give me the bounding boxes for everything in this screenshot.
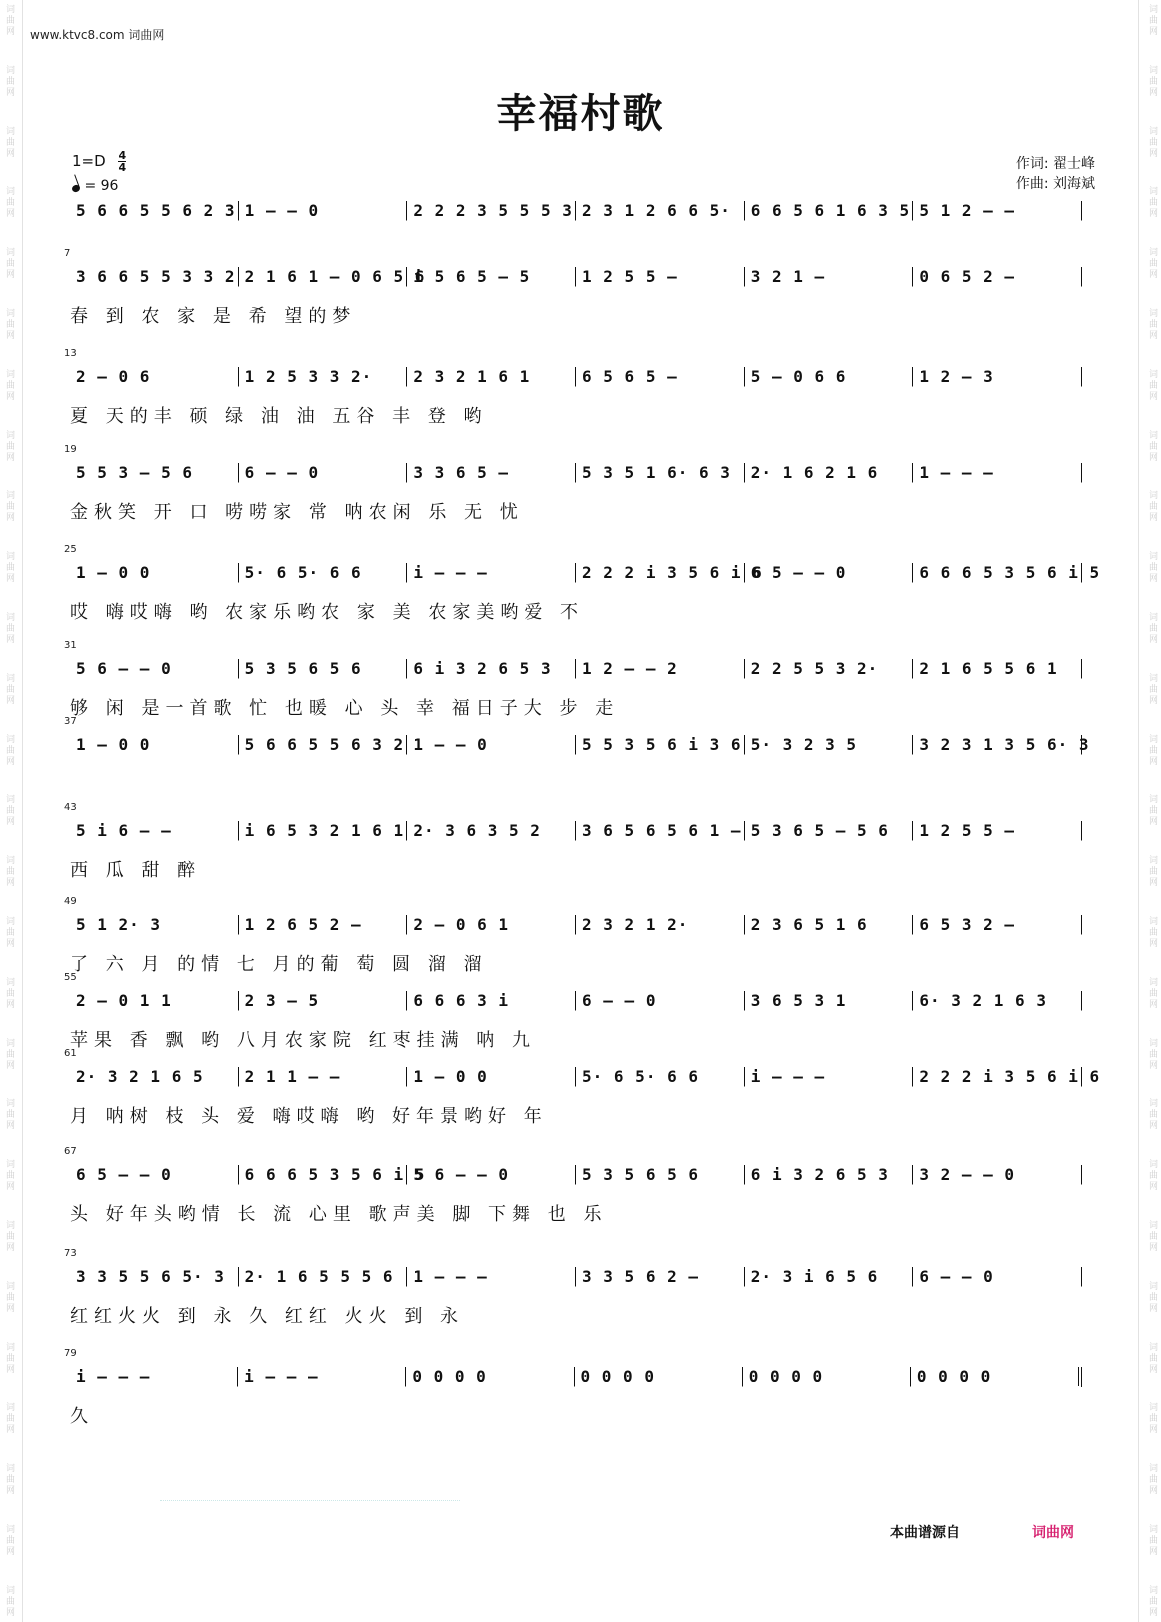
watermark-text: 词曲网 <box>4 1219 14 1253</box>
watermark-text: 词曲网 <box>1147 64 1157 98</box>
credits <box>1016 154 1095 194</box>
measure: i – – – <box>407 563 576 583</box>
measure: 3 3 6 5 – <box>407 463 576 483</box>
lyric-line: 够 闲 是一首歌 忙 也暖 心 头 幸 福日子大 步 走 <box>70 698 620 719</box>
notation-staff <box>70 1160 1082 1190</box>
measure: 5 1 2 – – <box>913 201 1082 221</box>
measure: 6 – – 0 <box>239 463 408 483</box>
watermark-text: 词曲网 <box>1147 247 1157 281</box>
measure: i – – – <box>70 1367 238 1387</box>
notation-staff <box>70 196 1082 226</box>
measure: 6 i 3 2 6 5 3 <box>745 1165 914 1185</box>
measure-number: 67 <box>64 1146 77 1157</box>
watermark-text: 词曲网 <box>1147 794 1157 828</box>
score-row <box>64 1048 1101 1154</box>
watermark-text: 词曲网 <box>1147 915 1157 949</box>
notation-staff <box>70 458 1082 488</box>
measure-number: 55 <box>64 972 77 983</box>
measure: 2· 1 6 2 1 6 <box>745 463 914 483</box>
lyricist: 作词: 翟士峰 <box>1015 156 1095 172</box>
measure: 2 3 2 1 6 1 <box>407 367 576 387</box>
watermark-text: 词曲网 <box>1147 976 1157 1010</box>
measure: 1 2 – 3 <box>913 367 1082 387</box>
measure: 2 1 6 5 5 6 1 <box>913 659 1082 679</box>
measure: 1 – 0 0 <box>70 735 239 755</box>
watermark-text: 词曲网 <box>1147 1341 1157 1375</box>
measure: 1 – – – <box>913 463 1082 483</box>
lyric-line: 金秋笑 开 口 唠唠家 常 呐农闲 乐 无 忧 <box>70 502 524 523</box>
watermark-text: 词曲网 <box>1147 672 1157 706</box>
watermark-text: 词曲网 <box>1147 4 1157 37</box>
measure: 2 – 0 1 1 <box>70 991 239 1011</box>
watermark-text: 词曲网 <box>1147 1463 1157 1497</box>
measure: 5 1 2· 3 <box>70 915 239 935</box>
measure: 1 2 5 3 3 2· <box>239 367 408 387</box>
watermark-text: 词曲网 <box>1147 307 1157 341</box>
score-row <box>64 716 1090 822</box>
measure: 5 5 3 5 6 i 3 6 <box>576 735 745 755</box>
watermark-text: 词曲网 <box>4 915 14 949</box>
measure: 3 2 1 – <box>745 267 914 287</box>
watermark-text: 词曲网 <box>1147 1280 1157 1314</box>
measure-number: 19 <box>64 444 77 455</box>
score-row <box>64 544 1101 650</box>
lyric-line: 月 呐树 枝 头 爱 嗨哎嗨 哟 好年景哟好 年 <box>70 1106 548 1127</box>
measure: 0 0 0 0 <box>575 1367 743 1387</box>
watermark-text: 词曲网 <box>4 1159 14 1193</box>
lyric-line: 久 <box>70 1406 94 1427</box>
measure: i 5 6 5 – 5 <box>407 267 576 287</box>
watermark-text: 词曲网 <box>4 1098 14 1132</box>
measure-number: 79 <box>64 1348 77 1359</box>
score-row <box>64 1248 1082 1354</box>
watermark-text: 词曲网 <box>4 64 14 98</box>
watermark-text: 词曲网 <box>4 551 14 585</box>
measure: 0 0 0 0 <box>911 1367 1082 1387</box>
notation-staff <box>70 262 1082 292</box>
measure: 3 6 5 3 1 <box>745 991 914 1011</box>
watermark-text: 词曲网 <box>4 1523 14 1557</box>
watermark-column-right <box>1145 0 1159 1622</box>
measure: 5· 6 5· 6 6 <box>239 563 408 583</box>
score-row <box>64 1146 1082 1252</box>
watermark-text: 词曲网 <box>1147 1523 1157 1557</box>
notation-staff <box>70 654 1082 684</box>
measure: 2 2 2 3 5 5 5 3 <box>407 201 576 221</box>
watermark-text: 词曲网 <box>4 125 14 159</box>
watermark-text: 词曲网 <box>1147 551 1157 585</box>
watermark-text: 词曲网 <box>4 247 14 281</box>
measure: 2· 3 2 1 6 5 <box>70 1067 239 1087</box>
measure: 0 6 5 2 – <box>913 267 1082 287</box>
measure: i – – – <box>238 1367 406 1387</box>
watermark-text: 词曲网 <box>4 4 14 37</box>
quarter-note-icon <box>71 184 81 193</box>
measure: 2 1 1 – – <box>239 1067 408 1087</box>
lyric-line: 红红火火 到 永 久 红红 火火 到 永 <box>70 1306 465 1327</box>
watermark-text: 词曲网 <box>4 429 14 463</box>
measure: 2· 3 6 3 5 2 <box>407 821 576 841</box>
notation-staff <box>70 558 1101 588</box>
notation-staff <box>70 1262 1082 1292</box>
measure: 5 6 6 5 5 6 3 2 <box>239 735 408 755</box>
measure: 5 3 5 1 6· 6 3 <box>576 463 745 483</box>
measure: 2 3 2 1 2· <box>576 915 745 935</box>
measure: 0 0 0 0 <box>406 1367 574 1387</box>
measure: 1 – – 0 <box>407 735 576 755</box>
lyric-line: 春 到 农 家 是 希 望的梦 <box>70 306 357 327</box>
score-row <box>64 248 1082 354</box>
measure-number: 49 <box>64 896 77 907</box>
watermark-text: 词曲网 <box>4 1584 14 1618</box>
lyric-line: 苹果 香 飘 哟 八月农家院 红枣挂满 呐 九 <box>70 1030 537 1051</box>
measure: 3 2 – – 0 <box>913 1165 1082 1185</box>
measure: i 6 5 3 2 1 6 1 <box>239 821 408 841</box>
measure: 5 3 5 6 5 6 <box>576 1165 745 1185</box>
lyric-line: 头 好年头哟情 长 流 心里 歌声美 脚 下舞 也 乐 <box>70 1204 608 1225</box>
faint-divider <box>160 1500 460 1505</box>
measure: 2 2 5 5 3 2· <box>745 659 914 679</box>
score-row <box>64 444 1082 550</box>
watermark-text: 词曲网 <box>1147 490 1157 524</box>
measure: 2 – 0 6 <box>70 367 239 387</box>
watermark-text: 词曲网 <box>4 1463 14 1497</box>
watermark-column-left <box>2 0 16 1622</box>
time-top: 4 <box>118 149 127 162</box>
tempo-marking <box>72 178 118 194</box>
watermark-text: 词曲网 <box>4 611 14 645</box>
measure: 5· 6 5· 6 6 <box>576 1067 745 1087</box>
lyric-line: 了 六 月 的情 七 月的葡 萄 圆 溜 溜 <box>70 954 488 975</box>
watermark-text: 词曲网 <box>4 976 14 1010</box>
watermark-text: 词曲网 <box>4 307 14 341</box>
notation-staff <box>70 362 1082 392</box>
measure: 6 – – 0 <box>913 1267 1082 1287</box>
measure: 6 5 6 5 – <box>576 367 745 387</box>
measure: 1 2 5 5 – <box>576 267 745 287</box>
notation-staff <box>70 1062 1101 1092</box>
measure: 0 0 0 0 <box>743 1367 911 1387</box>
measure: 6· 3 2 1 6 3 <box>913 991 1082 1011</box>
watermark-text: 词曲网 <box>1147 733 1157 767</box>
measure: 3 6 5 6 5 6 1 – <box>576 821 745 841</box>
measure: 6 6 6 5 3 5 6 i 5 <box>239 1165 408 1185</box>
measure-number: 13 <box>64 348 77 359</box>
watermark-text: 词曲网 <box>4 186 14 220</box>
watermark-text: 词曲网 <box>4 855 14 889</box>
notation-staff <box>70 986 1082 1016</box>
measure: 6 i 3 2 6 5 3 <box>407 659 576 679</box>
measure: 5 3 5 6 5 6 <box>239 659 408 679</box>
measure: 2 2 2 i 3 5 6 i 6 <box>913 1067 1082 1087</box>
watermark-text: 词曲网 <box>1147 368 1157 402</box>
tempo-text: = 96 <box>84 178 119 194</box>
measure: i – – – <box>745 1067 914 1087</box>
measure: 2 1 6 1 – 0 6 5 6 <box>239 267 408 287</box>
footer-source: 本曲谱源自 <box>890 1525 960 1541</box>
notation-staff <box>70 1362 1082 1392</box>
score-row <box>64 1348 1082 1454</box>
watermark-text: 词曲网 <box>4 1402 14 1436</box>
measure-number: 61 <box>64 1048 77 1059</box>
measure: 2 – 0 6 1 <box>407 915 576 935</box>
measure: 1 2 6 5 2 – <box>239 915 408 935</box>
measure: 1 2 – – 2 <box>576 659 745 679</box>
measure: 3 3 5 5 6 5· 3 <box>70 1267 239 1287</box>
watermark-text: 词曲网 <box>1147 1584 1157 1618</box>
measure: 6 6 6 5 3 5 6 i 5 <box>913 563 1082 583</box>
watermark-text: 词曲网 <box>1147 611 1157 645</box>
measure: 2· 3 i 6 5 6 <box>745 1267 914 1287</box>
lyric-line: 夏 天的丰 硕 绿 油 油 五谷 丰 登 哟 <box>70 406 488 427</box>
score-row <box>64 802 1082 908</box>
notation-staff <box>70 816 1082 846</box>
watermark-text: 词曲网 <box>1147 429 1157 463</box>
measure: 5 6 – – 0 <box>70 659 239 679</box>
watermark-text: 词曲网 <box>4 368 14 402</box>
measure-number: 37 <box>64 716 77 727</box>
measure: 2· 1 6 5 5 5 6 <box>239 1267 408 1287</box>
watermark-text: 词曲网 <box>4 1280 14 1314</box>
watermark-text: 词曲网 <box>4 1341 14 1375</box>
watermark-text: 词曲网 <box>1147 1037 1157 1071</box>
watermark-text: 词曲网 <box>1147 1098 1157 1132</box>
watermark-text: 词曲网 <box>4 490 14 524</box>
measure: 5 3 6 5 – 5 6 <box>745 821 914 841</box>
watermark-text: 词曲网 <box>1147 1159 1157 1193</box>
time-bottom: 4 <box>118 161 127 174</box>
measure: 1 – – – <box>407 1267 576 1287</box>
measure: 6 6 5 6 1 6 3 5 <box>745 201 914 221</box>
score-row <box>64 348 1082 454</box>
time-signature <box>118 150 126 173</box>
watermark-text: 词曲网 <box>1147 186 1157 220</box>
watermark-text: 词曲网 <box>1147 125 1157 159</box>
measure: 2 2 2 i 3 5 6 i 6 <box>576 563 745 583</box>
measure: 2 3 6 5 1 6 <box>745 915 914 935</box>
measure: 1 – 0 0 <box>70 563 239 583</box>
measure: 5 – 0 6 6 <box>745 367 914 387</box>
measure: 1 – 0 0 <box>407 1067 576 1087</box>
measure: 6 – – 0 <box>576 991 745 1011</box>
margin-line-left <box>22 0 23 1622</box>
watermark-text: 词曲网 <box>4 794 14 828</box>
measure-number: 7 <box>64 248 71 259</box>
watermark-text: 词曲网 <box>4 672 14 706</box>
song-title: 幸福村歌 <box>496 91 665 137</box>
notation-staff <box>70 730 1090 760</box>
measure-number: 31 <box>64 640 77 651</box>
key-text: 1=D <box>72 152 106 170</box>
measure: 3 6 6 5 5 3 3 2 <box>70 267 239 287</box>
measure: 6 5 – – 0 <box>70 1165 239 1185</box>
lyric-line: 西 瓜 甜 醉 <box>70 860 202 881</box>
notation-staff <box>70 910 1082 940</box>
measure: 5 5 3 – 5 6 <box>70 463 239 483</box>
watermark-text: 词曲网 <box>1147 855 1157 889</box>
watermark-text: 词曲网 <box>1147 1402 1157 1436</box>
watermark-text: 词曲网 <box>4 1037 14 1071</box>
measure: 6 6 6 3 i <box>407 991 576 1011</box>
measure: 3 3 5 6 2 – <box>576 1267 745 1287</box>
measure: 2 3 – 5 <box>239 991 408 1011</box>
measure: 6 5 – – 0 <box>745 563 914 583</box>
lyric-line: 哎 嗨哎嗨 哟 农家乐哟农 家 美 农家美哟爱 不 <box>70 602 585 623</box>
composer: 作曲: 刘海斌 <box>1015 176 1095 192</box>
measure: 5· 3 2 3 5 <box>745 735 914 755</box>
measure: 5 6 – – 0 <box>407 1165 576 1185</box>
watermark-text: 词曲网 <box>4 733 14 767</box>
measure: 3 2 3 1 3 5 6· 3 <box>913 735 1082 755</box>
site-url[interactable]: www.ktvc8.com 词曲网 <box>30 28 165 42</box>
measure: 2 3 1 2 6 6 5· <box>576 201 745 221</box>
footer-brand-link[interactable]: 词曲网 <box>1032 1525 1074 1541</box>
measure-number: 73 <box>64 1248 77 1259</box>
measure-number: 25 <box>64 544 77 555</box>
measure: 5 6 6 5 5 6 2 3 <box>70 201 239 221</box>
measure: 5 i 6 – – <box>70 821 239 841</box>
measure: 6 5 3 2 – <box>913 915 1082 935</box>
margin-line-right <box>1138 0 1139 1622</box>
measure: 1 2 5 5 – <box>913 821 1082 841</box>
key-signature <box>72 150 126 173</box>
measure-number: 43 <box>64 802 77 813</box>
measure: 1 – – 0 <box>239 201 408 221</box>
watermark-text: 词曲网 <box>1147 1219 1157 1253</box>
